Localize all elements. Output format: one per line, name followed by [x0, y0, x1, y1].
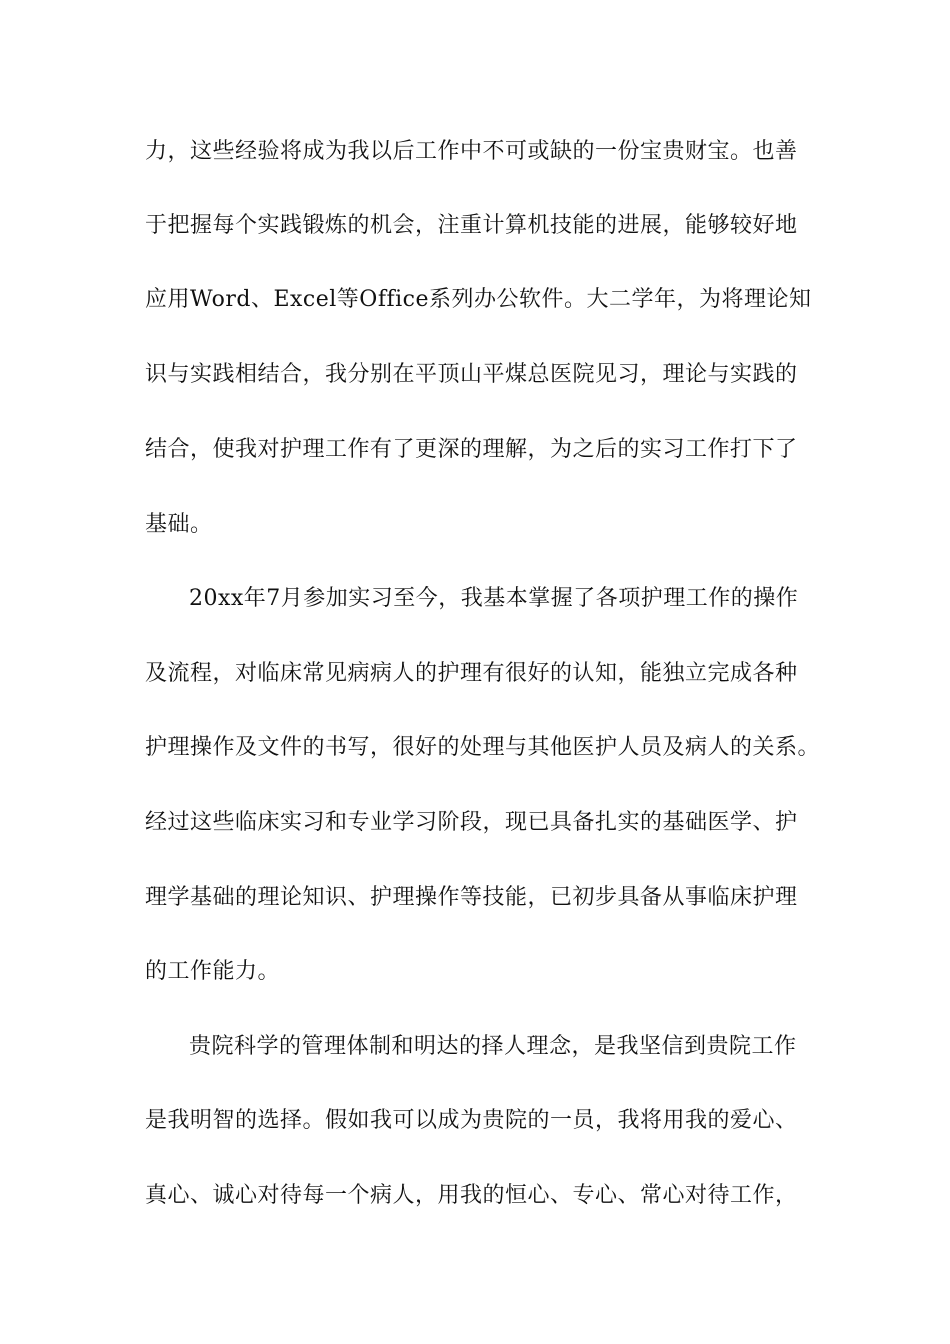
text-line: 于把握每个实践锻炼的机会，注重计算机技能的进展，能够较好地 [145, 213, 798, 238]
text-line: 护理操作及文件的书写，很好的处理与其他医护人员及病人的关系。 [145, 735, 821, 760]
text-line: 是我明智的选择。假如我可以成为贵院的一员，我将用我的爱心、 [145, 1108, 798, 1133]
text-line: 真心、诚心对待每一个病人，用我的恒心、专心、常心对待工作， [145, 1183, 798, 1208]
text-line: 及流程，对临床常见病病人的护理有很好的认知，能独立完成各种 [145, 661, 798, 686]
text-line: 理学基础的理论知识、护理操作等技能，已初步具备从事临床护理 [145, 885, 798, 910]
text-line: 结合，使我对护理工作有了更深的理解，为之后的实习工作打下了 [145, 437, 798, 462]
text-line: 力，这些经验将成为我以后工作中不可或缺的一份宝贵财宝。也善 [145, 139, 798, 164]
text-line: 的工作能力。 [145, 959, 281, 984]
paragraph-first-line: 贵院科学的管理体制和明达的择人理念，是我坚信到贵院工作 [189, 1034, 797, 1059]
text-line: 应用Word、Excel等Office系列办公软件。大二学年，为将理论知 [145, 287, 812, 312]
text-line: 识与实践相结合，我分别在平顶山平煤总医院见习，理论与实践的 [145, 362, 798, 387]
paragraph-first-line: 20xx年7月参加实习至今，我基本掌握了各项护理工作的操作 [189, 586, 799, 611]
text-line: 经过这些临床实习和专业学习阶段，现已具备扎实的基础医学、护 [145, 810, 798, 835]
text-line: 基础。 [145, 512, 213, 537]
